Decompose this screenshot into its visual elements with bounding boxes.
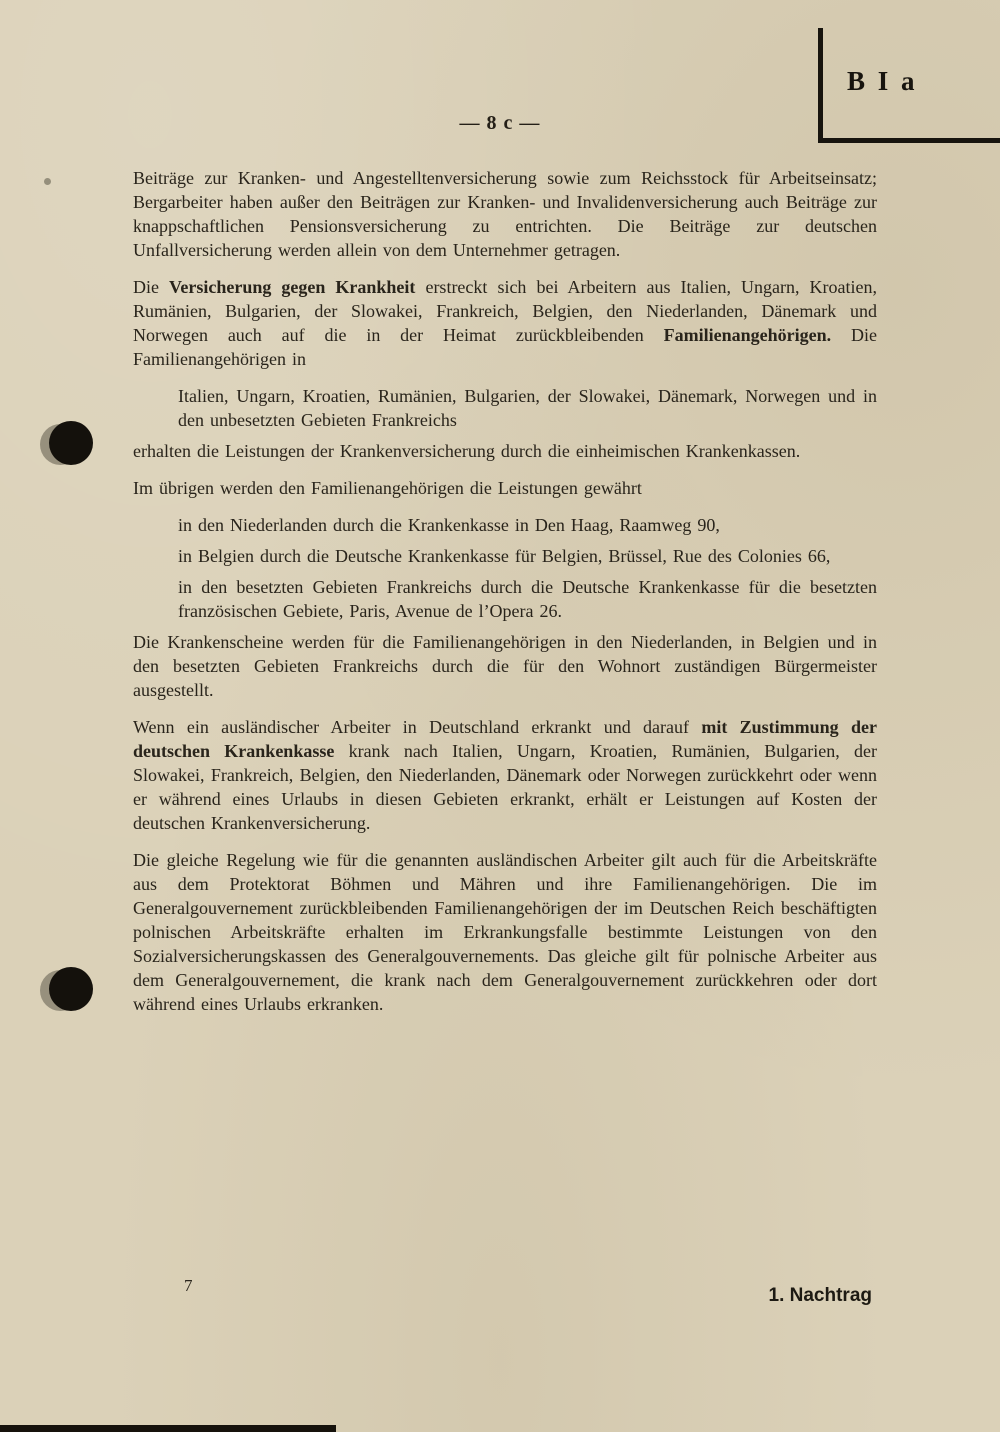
paragraph <box>133 715 877 835</box>
footer-supplement-label: 1. Nachtrag <box>768 1285 872 1306</box>
paper-speck <box>44 178 51 185</box>
paragraph <box>133 476 877 500</box>
text-run: Im übrigen werden den Familienangehörigen die Leistungen gewährt <box>133 478 642 498</box>
page-number: 7 <box>184 1276 193 1295</box>
text-run: Wenn ein ausländischer Arbeiter in Deutschland erkrankt und darauf <box>133 717 702 737</box>
indented-paragraph <box>178 575 877 623</box>
text-run: krank nach Italien, Ungarn, Kroatien, Rumänien, Bulgarien, der Slowakei, Frankreich, Belgien, den Niederlanden, Dänemark oder Norwegen zurückkehrt oder wenn er während eines Urlaubs in diesen Gebieten erkrankt, erhält er Leistungen auf Kosten der deutschen Krankenversicherung. <box>133 741 878 833</box>
bold-text-run: Versicherung gegen Krankheit <box>169 277 416 297</box>
paragraph <box>133 166 877 262</box>
text-run: Die gleiche Regelung wie für die genannten ausländischen Arbeiter gilt auch für die Arbeitskräfte aus dem Protektorat Böhmen und Mähren und ihre Familienangehörigen. Die im Generalgouvernement zurückbleibenden Familienangehörigen der im Deutschen Reich beschäftigten polnischen Arbeitskräfte erhalten im Erkrankungsfalle bestimmte Leistungen von den Sozialversicherungskassen des Generalgouvernements. Das gleiche gilt für polnische Arbeiter aus dem Generalgouvernement, die krank nach dem Generalgouvernement zurückkehren oder dort während eines Urlaubs erkranken. <box>133 850 877 1014</box>
text-run: Die <box>133 277 170 297</box>
text-run: erstreckt sich bei Arbeitern aus Italien, Ungarn, Kroatien, Rumänien, Bulgarien, der Slowakei, Frankreich, Belgien, den Niederlanden, Dänemark und Norwegen auch auf die in der Heimat zurückbleibenden <box>133 277 877 345</box>
punch-hole-bottom <box>40 967 92 1013</box>
text-run: erhalten die Leistungen der Krankenversicherung durch die einheimischen Krankenkassen. <box>133 441 801 461</box>
punch-hole-dark <box>49 421 93 465</box>
text-run: Die Familienangehörigen in <box>133 325 877 369</box>
paragraph <box>133 848 877 1016</box>
document-body <box>133 166 877 1029</box>
text-run: in den besetzten Gebieten Frankreichs durch die Deutsche Krankenkasse für die besetzten französischen Gebiete, Paris, Avenue de l’Opera 26. <box>178 577 877 621</box>
paragraph <box>133 275 877 371</box>
text-run: Italien, Ungarn, Kroatien, Rumänien, Bulgarien, der Slowakei, Dänemark, Norwegen und in den unbesetzten Gebieten Frankreichs <box>178 386 877 430</box>
text-run: Die Krankenscheine werden für die Familienangehörigen in den Niederlanden, in Belgien und in den besetzten Gebieten Frankreichs durch die für den Wohnort zuständigen Bürgermeister ausgestellt. <box>133 632 877 700</box>
bold-text-run: mit Zustimmung der deutschen Krankenkasse <box>133 717 877 761</box>
scan-edge-bottom <box>0 1425 336 1432</box>
indented-paragraph <box>178 544 877 568</box>
indented-paragraph <box>178 384 877 432</box>
text-run: Beiträge zur Kranken- und Angestelltenversicherung sowie zum Reichsstock für Arbeitseinsatz; Bergarbeiter haben außer den Beiträgen zur Kranken- und Invalidenversicherung auch Beiträge zur knappschaftlichen Pensionsversicherung zu entrichten. Die Beiträge zur deutschen Unfallversicherung werden allein von dem Unternehmer getragen. <box>133 168 877 260</box>
section-tab-label: B I a <box>847 66 918 96</box>
page-header: — 8 c — <box>459 112 541 134</box>
paragraph <box>133 439 877 463</box>
text-run: in den Niederlanden durch die Krankenkasse in Den Haag, Raamweg 90, <box>178 515 720 535</box>
punch-hole-top <box>40 421 92 467</box>
indented-paragraph <box>178 513 877 537</box>
paragraph <box>133 630 877 702</box>
bold-text-run: Familienangehörigen. <box>663 325 832 345</box>
text-run: in Belgien durch die Deutsche Krankenkasse für Belgien, Brüssel, Rue des Colonies 66, <box>178 546 831 566</box>
punch-hole-dark <box>49 967 93 1011</box>
